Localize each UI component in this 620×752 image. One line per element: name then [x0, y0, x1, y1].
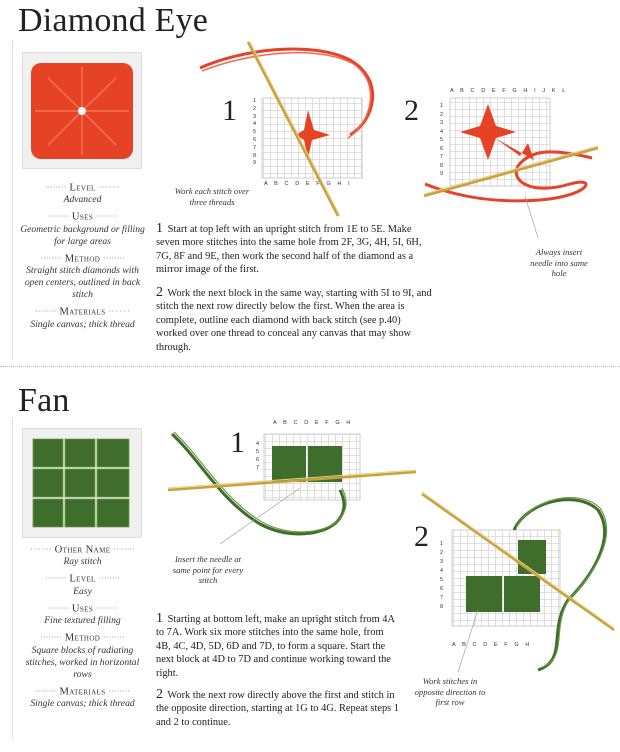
column-letters: A B C D E F G H — [452, 642, 532, 648]
step-text: Work the next row directly above the first and stitch in the opposite direction, starting at 1G to 4G. Repeat steps 1 and 2 to continue. — [156, 690, 399, 728]
diagram-note: Work each stitch over three threads — [174, 186, 250, 207]
diagram-note: Work stitches in opposite direction to first row — [414, 676, 486, 707]
diamond-sample — [22, 52, 142, 169]
info-value: Advanced — [63, 194, 102, 206]
section-title-diamond: Diamond Eye — [18, 2, 209, 39]
step-text: Work the next block in the same way, starting with 5I to 9I, and stitch the next row directly below the first. When the area is complete, outline each diamond with back stitch (see p.40) worked over one thread to conceal any canvas that may show through. — [156, 288, 432, 353]
step-number-inline: 2 — [156, 285, 163, 300]
info-value: Straight stitch diamonds with open centers, outlined in back stitch — [24, 265, 141, 301]
row-numbers: 1 2 3 4 5 6 7 8 — [440, 541, 444, 610]
fan-info — [20, 540, 145, 715]
step-number: 2 — [414, 520, 429, 553]
step1-instructions — [156, 222, 434, 277]
left-rule-bottom — [12, 420, 14, 740]
row-numbers: 4 5 6 7 — [256, 441, 260, 471]
diamond-sample-graphic — [23, 53, 141, 168]
fan-step1-diagram — [160, 420, 430, 553]
info-label: ········ Materials ········ — [20, 686, 145, 698]
diamond-info — [20, 178, 145, 336]
step2-instructions — [156, 286, 434, 354]
info-value: Ray stitch — [63, 556, 102, 568]
row-numbers: 1 2 3 4 5 6 7 8 9 — [253, 98, 257, 167]
step-number: 2 — [404, 94, 419, 127]
section-divider — [0, 366, 620, 368]
fan-step2-diagram — [418, 480, 614, 680]
step-number-inline: 1 — [156, 221, 163, 236]
info-label: ········ Method ········ — [20, 253, 145, 265]
info-value: Square blocks of radiating stitches, worked in horizontal rows — [25, 644, 140, 680]
info-label: ········ Level ········ — [20, 573, 145, 585]
info-label: ········ Method ········ — [20, 632, 145, 644]
info-label: ········ Other Name ········ — [20, 544, 145, 556]
step-number-inline: 1 — [156, 611, 163, 626]
info-value: Easy — [73, 585, 92, 597]
left-rule-top — [12, 40, 14, 360]
info-label: ········ Uses ········ — [20, 211, 145, 223]
info-value: Single canvas; thick thread — [30, 318, 135, 330]
info-label: ········ Uses ········ — [20, 603, 145, 615]
step-text: Starting at bottom left, make an upright stitch from 4A to 7A. Work six more stitches into the same hole, from 4B, 4C, 4D, 5D, 6D and 7D, to form a square. Start the next block at 4D to 7D and continue working toward the right. — [156, 614, 395, 679]
fan-step2-instructions — [156, 688, 400, 729]
column-letters: A B C D E F G H I J K L — [450, 88, 568, 94]
info-value: Fine textured filling — [44, 615, 121, 627]
fan-step1-instructions — [156, 612, 400, 680]
fan-sample — [22, 428, 142, 538]
section-title-fan: Fan — [18, 382, 70, 419]
info-value: Single canvas; thick thread — [30, 698, 135, 710]
diagram-note: Always insert needle into same hole — [530, 247, 588, 278]
diagram-note: Insert the needle at same point for every stitch — [172, 554, 244, 585]
column-letters: A B C D E F G H — [273, 420, 353, 426]
step-number: 1 — [222, 94, 237, 127]
info-label: ········ Level ········ — [20, 182, 145, 194]
column-letters: A B C D E F G H I — [264, 181, 353, 187]
info-value: Geometric background or filling for large areas — [20, 223, 145, 247]
step-text: Start at top left with an upright stitch from 1E to 5E. Make seven more stitches into the same hole from 2F, 3G, 4H, 5I, 6H, 7G, 8F and 9E, then work the second half of the diamond as a mirror image of the first. — [156, 224, 422, 276]
step-number-inline: 2 — [156, 687, 163, 702]
fan-sample-graphic — [23, 429, 141, 537]
step-number: 1 — [230, 426, 245, 459]
row-numbers: 1 2 3 4 5 6 7 8 9 — [440, 103, 444, 177]
info-label: ········ Materials ········ — [20, 306, 145, 318]
